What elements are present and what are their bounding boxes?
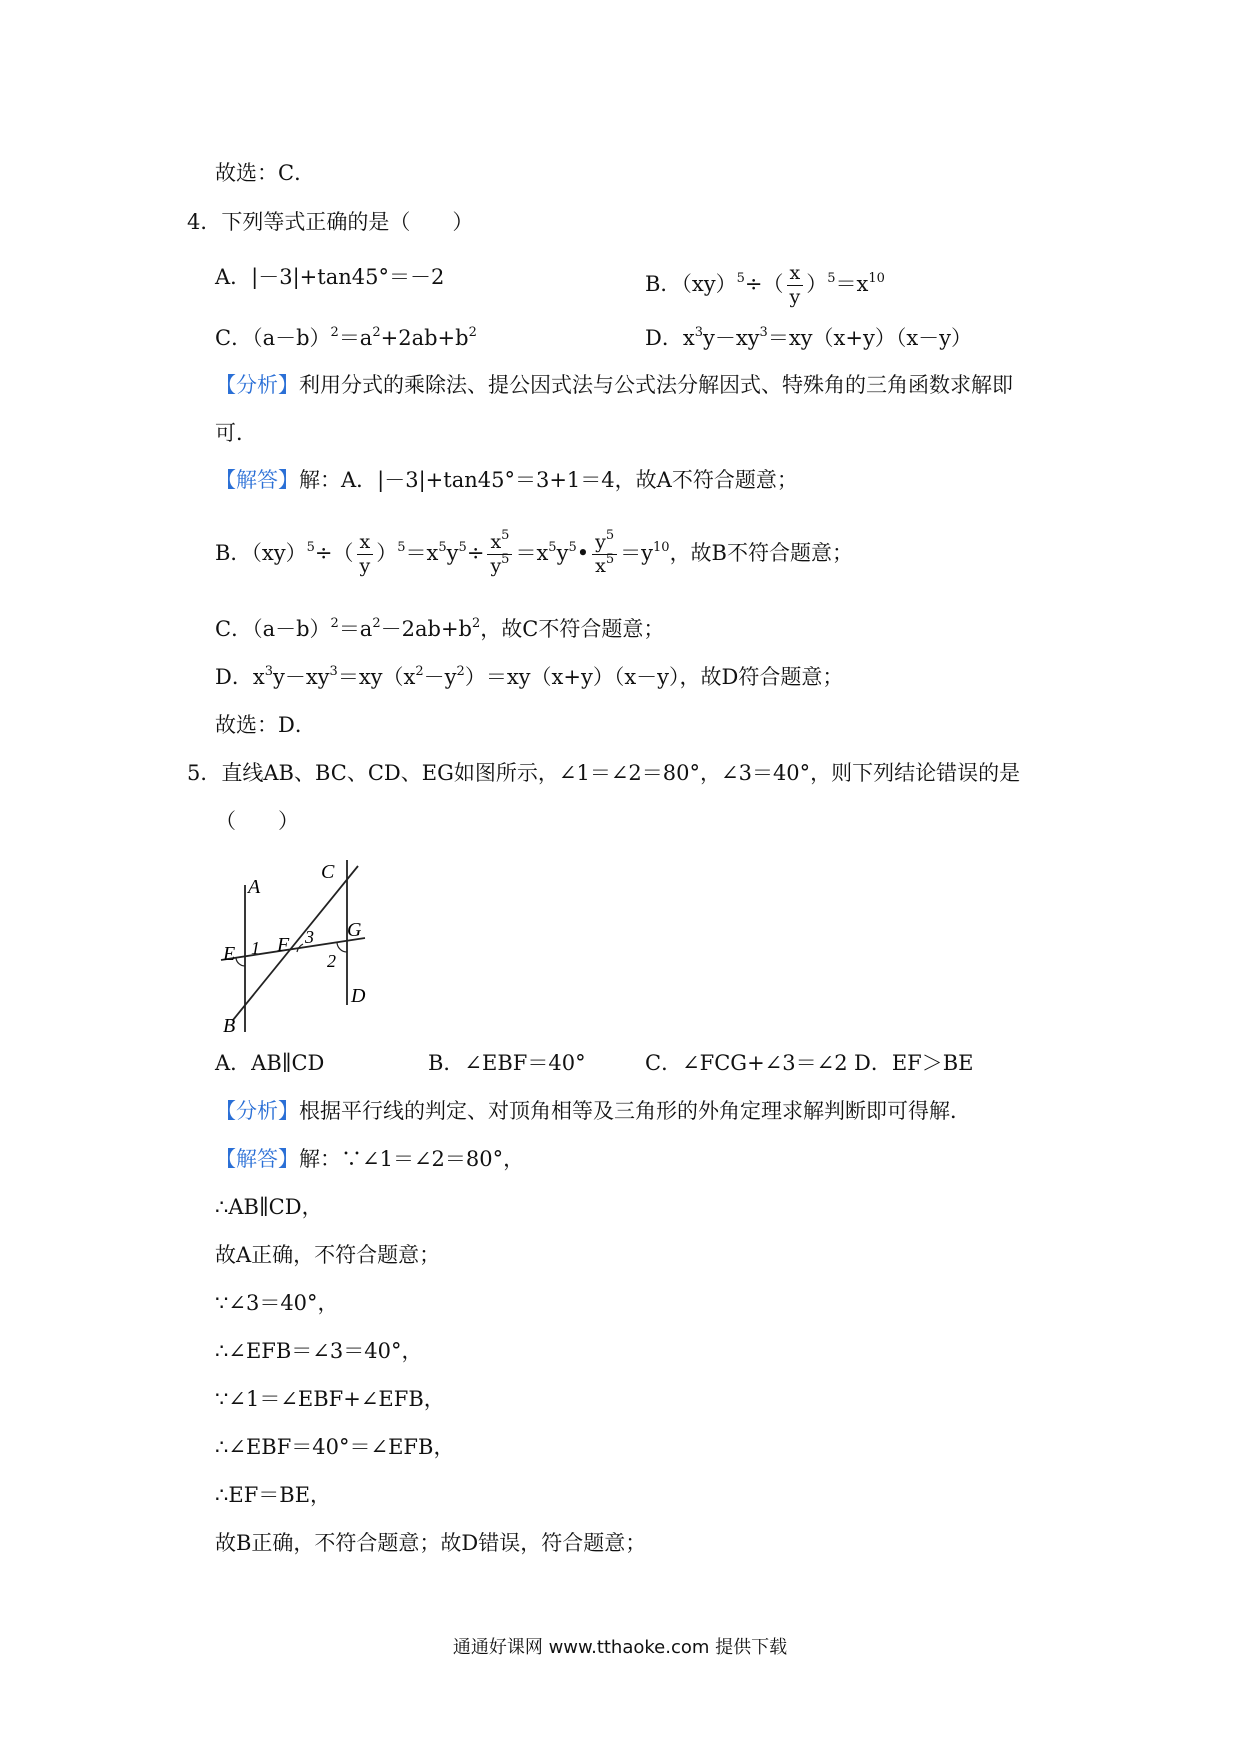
label-angle-1: 1 <box>251 938 260 958</box>
geometry-figure <box>215 860 385 1035</box>
q4-answer-a: 【解答】解：A．|－3|+tan45°＝3+1＝4，故A不符合题意； <box>215 468 798 492</box>
angle-2-arc <box>337 942 347 952</box>
answer-tag: 【解答】 <box>215 1147 299 1171</box>
fraction-x-over-y: $\frac{x}{y}$ <box>787 264 804 307</box>
analysis-tag: 【分析】 <box>215 373 299 397</box>
q5-answer-line-7: ∴∠EBF＝40°＝∠EFB， <box>215 1435 455 1459</box>
label-angle-3: 3 <box>305 927 314 947</box>
q5-answer-line-1: 【解答】解：∵∠1＝∠2＝80°， <box>215 1147 525 1171</box>
label-g: G <box>347 919 362 941</box>
q4-answer-c: C．$(a-b)^2=a^2-2ab+b^2$，故C不符合题意； <box>215 616 665 641</box>
q5-answer-line-2: ∴AB∥CD， <box>215 1195 323 1219</box>
q5-stem: 5．直线AB、BC、CD、EG如图所示，∠1＝∠2＝80°，∠3＝40°，则下列结论错误的是 <box>187 761 1021 785</box>
label-f: F <box>277 934 290 956</box>
q5-answer-line-9: 故B正确，不符合题意；故D错误，符合题意； <box>215 1531 647 1555</box>
q4-option-d: D．$x^3y-xy^3=xy(x+y)(x-y)$ <box>645 325 973 350</box>
q5-option-d: D．EF＞BE <box>854 1051 974 1075</box>
q4-option-a: A．|－3|+tan45°＝－2 <box>215 265 445 289</box>
label-e: E <box>223 943 236 965</box>
label-angle-2: 2 <box>327 951 336 971</box>
q4-answer-b: B．（xy）$^5$÷（ $\frac{x}{y}$ ）$^5=x^5y^5\div$ $\frac{x^5}{y^5}$ $=x^5y^5•$ $\frac{y^5}{x^5}$ $=y^{10}$，故B不符合题意； <box>215 528 853 577</box>
q5-answer-line-8: ∴EF＝BE， <box>215 1483 332 1507</box>
q4-select: 故选：D． <box>215 713 316 737</box>
label-c: C <box>321 861 335 883</box>
previous-select-line: 故选：C． <box>215 161 316 185</box>
label-b: B <box>223 1015 236 1035</box>
q5-answer-line-4: ∵∠3＝40°， <box>215 1291 339 1315</box>
q4-analysis: 【分析】利用分式的乘除法、提公因式法与公式法分解因式、特殊角的三角函数求解即 <box>215 373 1013 397</box>
line-eg <box>221 938 365 960</box>
label-a: A <box>248 876 261 898</box>
q5-answer-line-5: ∴∠EFB＝∠3＝40°， <box>215 1339 423 1363</box>
label-d: D <box>351 985 366 1007</box>
page-footer: 通通好课网 www.tthaoke.com 提供下载 <box>452 1637 788 1658</box>
q4-answer-d: D．$x^3y-xy^3=xy(x^2-y^2)=xy(x+y)(x-y)$，故D符合题意； <box>215 664 844 689</box>
q4-option-c: C．$(a-b)^2=a^2+2ab+b^2$ <box>215 325 477 350</box>
q4-analysis-cont: 可． <box>215 421 257 445</box>
q4-option-b: B．（xy）$^5$÷（ $\frac{x}{y}$ ）$^5=x^{10}$ <box>645 262 885 308</box>
analysis-tag: 【分析】 <box>215 1099 299 1123</box>
q5-option-a: A．AB∥CD <box>215 1051 325 1075</box>
answer-tag: 【解答】 <box>215 468 299 492</box>
q5-answer-line-6: ∵∠1＝∠EBF+∠EFB， <box>215 1387 445 1411</box>
q5-option-b: B．∠EBF＝40° <box>428 1051 586 1075</box>
q5-option-c: C．∠FCG+∠3＝∠2 <box>645 1051 848 1075</box>
q5-analysis: 【分析】根据平行线的判定、对顶角相等及三角形的外角定理求解判断即可得解． <box>215 1099 971 1123</box>
q5-stem-cont: （ ） <box>215 809 299 833</box>
q4-stem: 4．下列等式正确的是（ ） <box>187 210 474 234</box>
q5-answer-line-3: 故A正确，不符合题意； <box>215 1243 441 1267</box>
angle-1-arc <box>236 958 245 966</box>
